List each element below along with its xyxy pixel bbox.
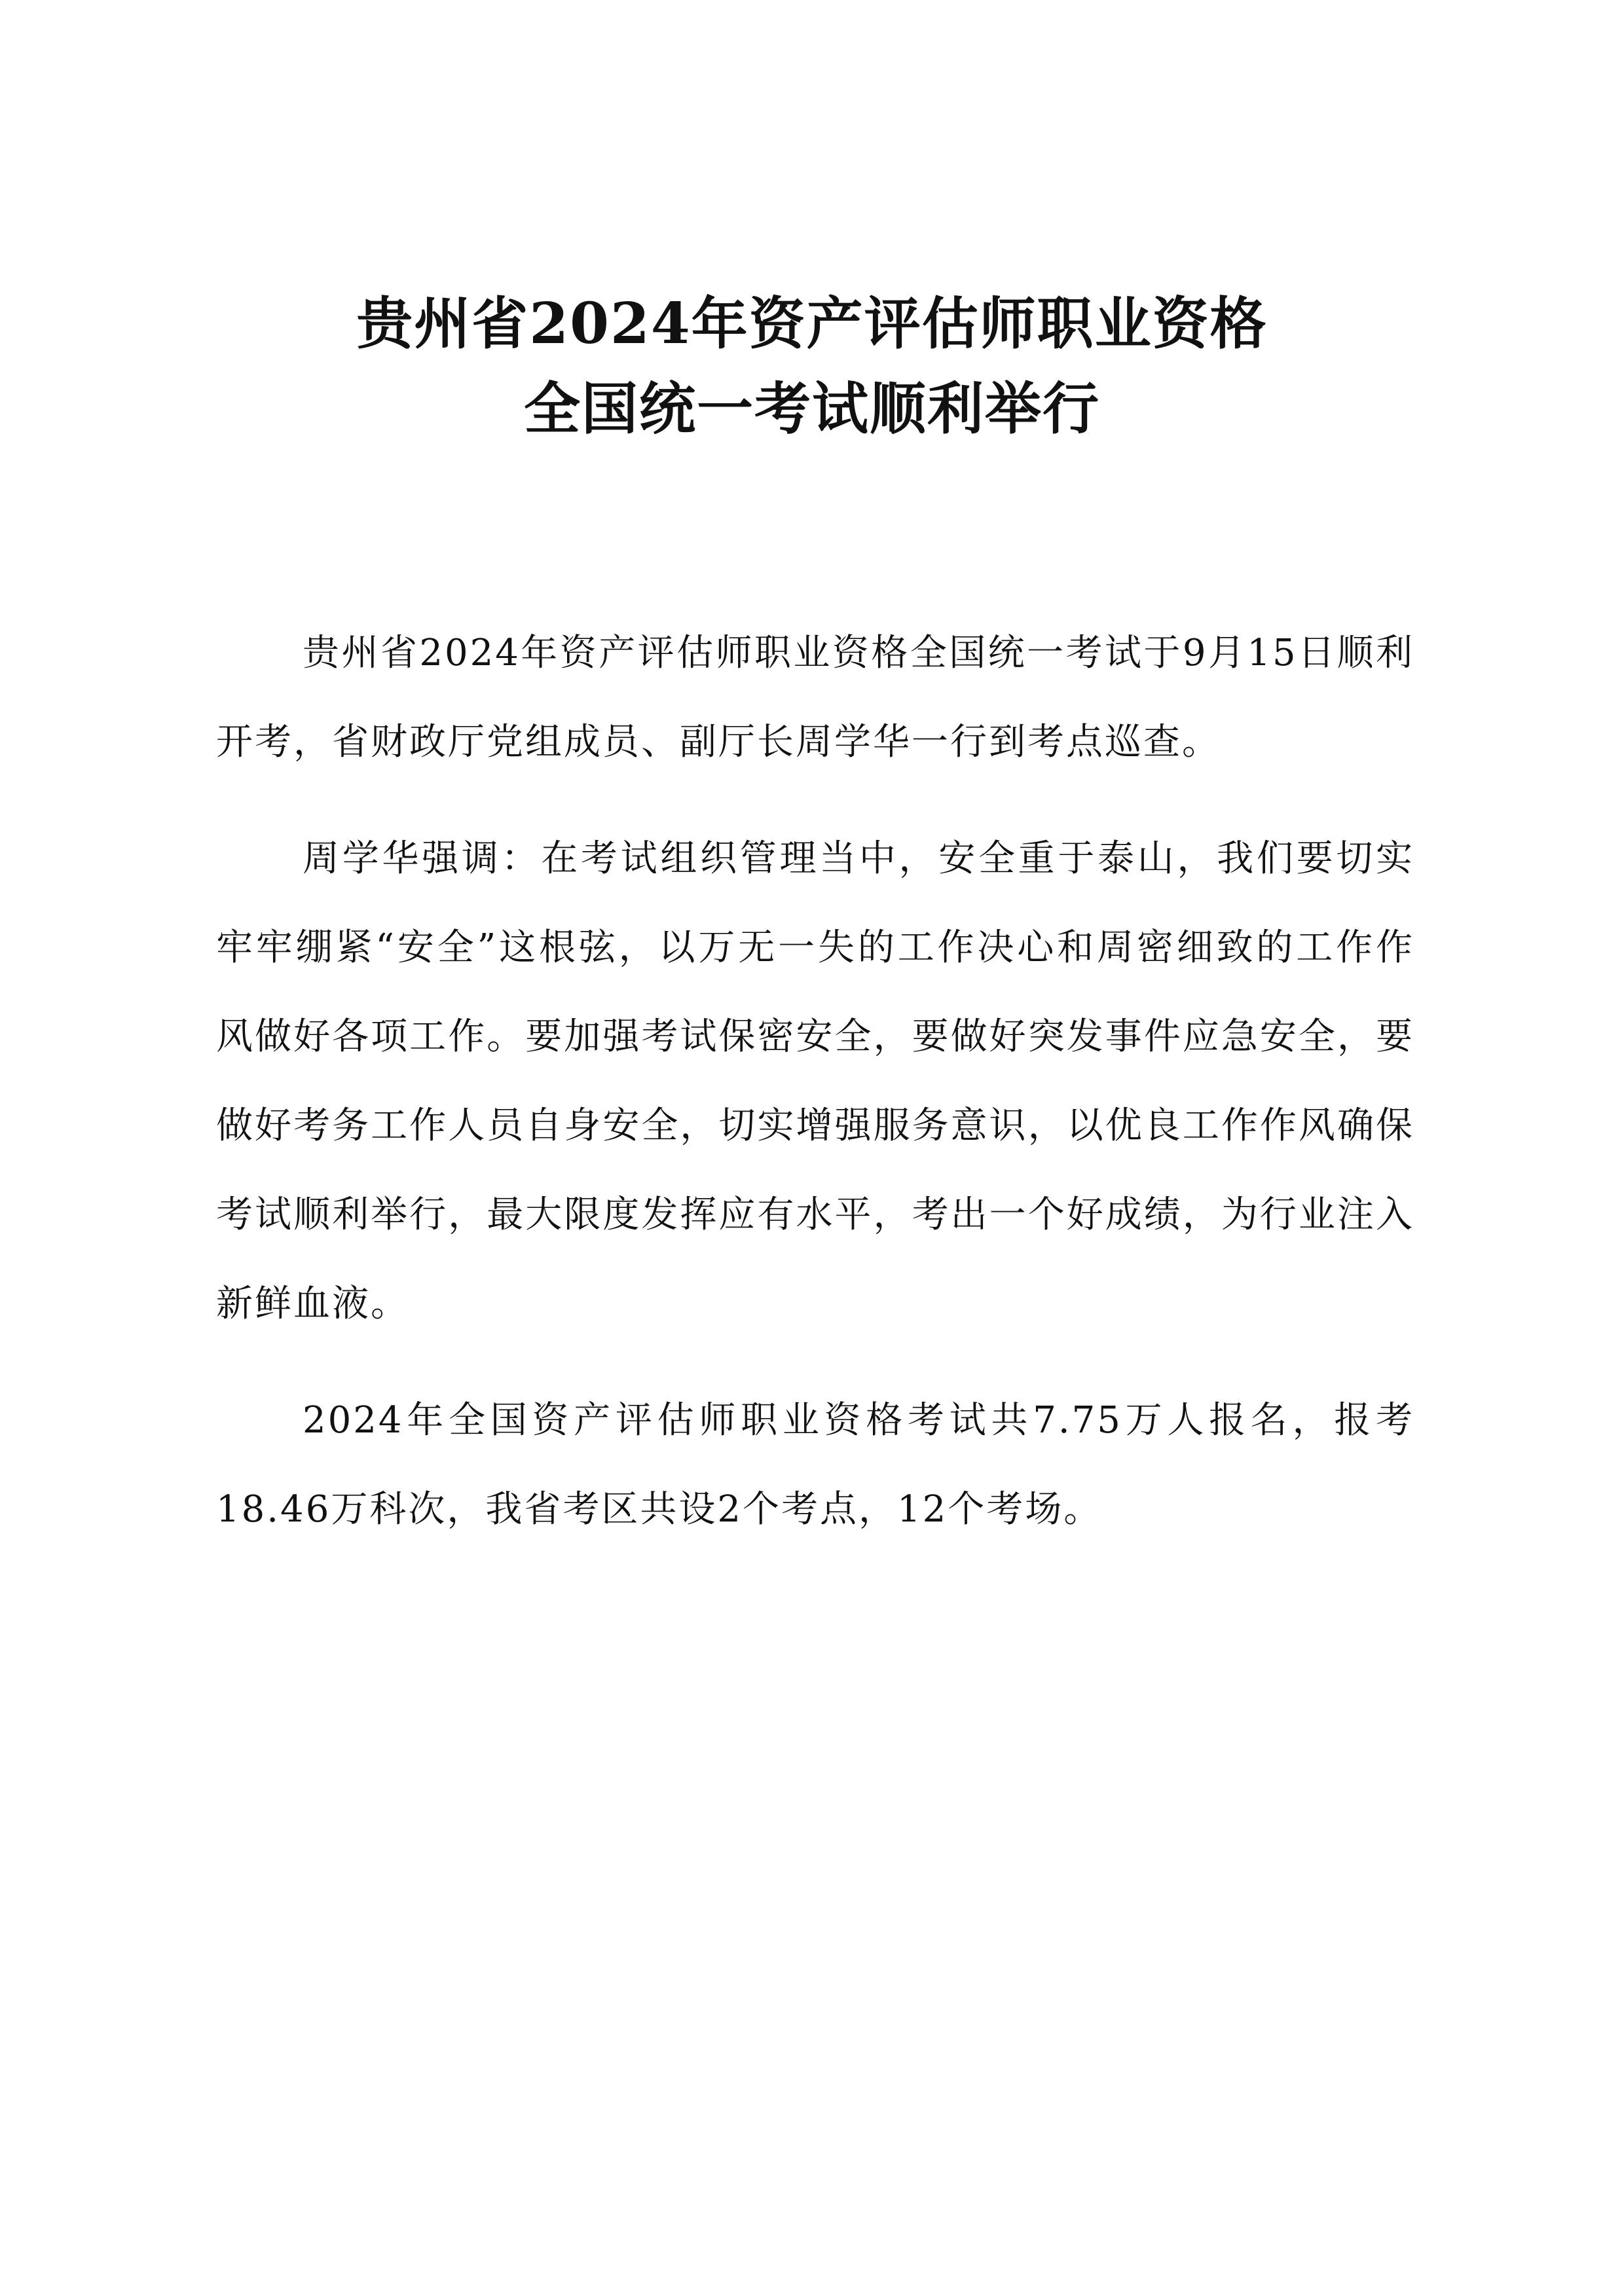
paragraph-inspection: 贵州省2024年资产评估师职业资格全国统一考试于9月15日顺利开考，省财政厅党组成员、副厅长周学华一行到考点巡查。 — [216, 632, 1414, 763]
paragraph-speech: 周学华强调：在考试组织管理当中，安全重于泰山，我们要切实牢牢绷紧“安全”这根弦，以万无一失的工作决心和周密细致的工作作风做好各项工作。要加强考试保密安全，要做好突发事件应急安全，要做好考务工作人员自身安全，切实增强服务意识，以优良工作作风确保考试顺利举行，最大限度发挥应有水平，考出一个好成绩，为行业注入新鲜血液。 — [216, 837, 1414, 1325]
document-body — [216, 609, 1414, 1582]
document-title — [196, 282, 1428, 452]
title-line-2: 全国统一考试顺利举行 — [524, 376, 1100, 442]
paragraph-statistics: 2024年全国资产评估师职业资格考试共7.75万人报名，报考18.46万科次，我省考区共设2个考点，12个考场。 — [216, 1399, 1414, 1531]
title-line-1: 贵州省2024年资产评估师职业资格 — [356, 291, 1268, 357]
